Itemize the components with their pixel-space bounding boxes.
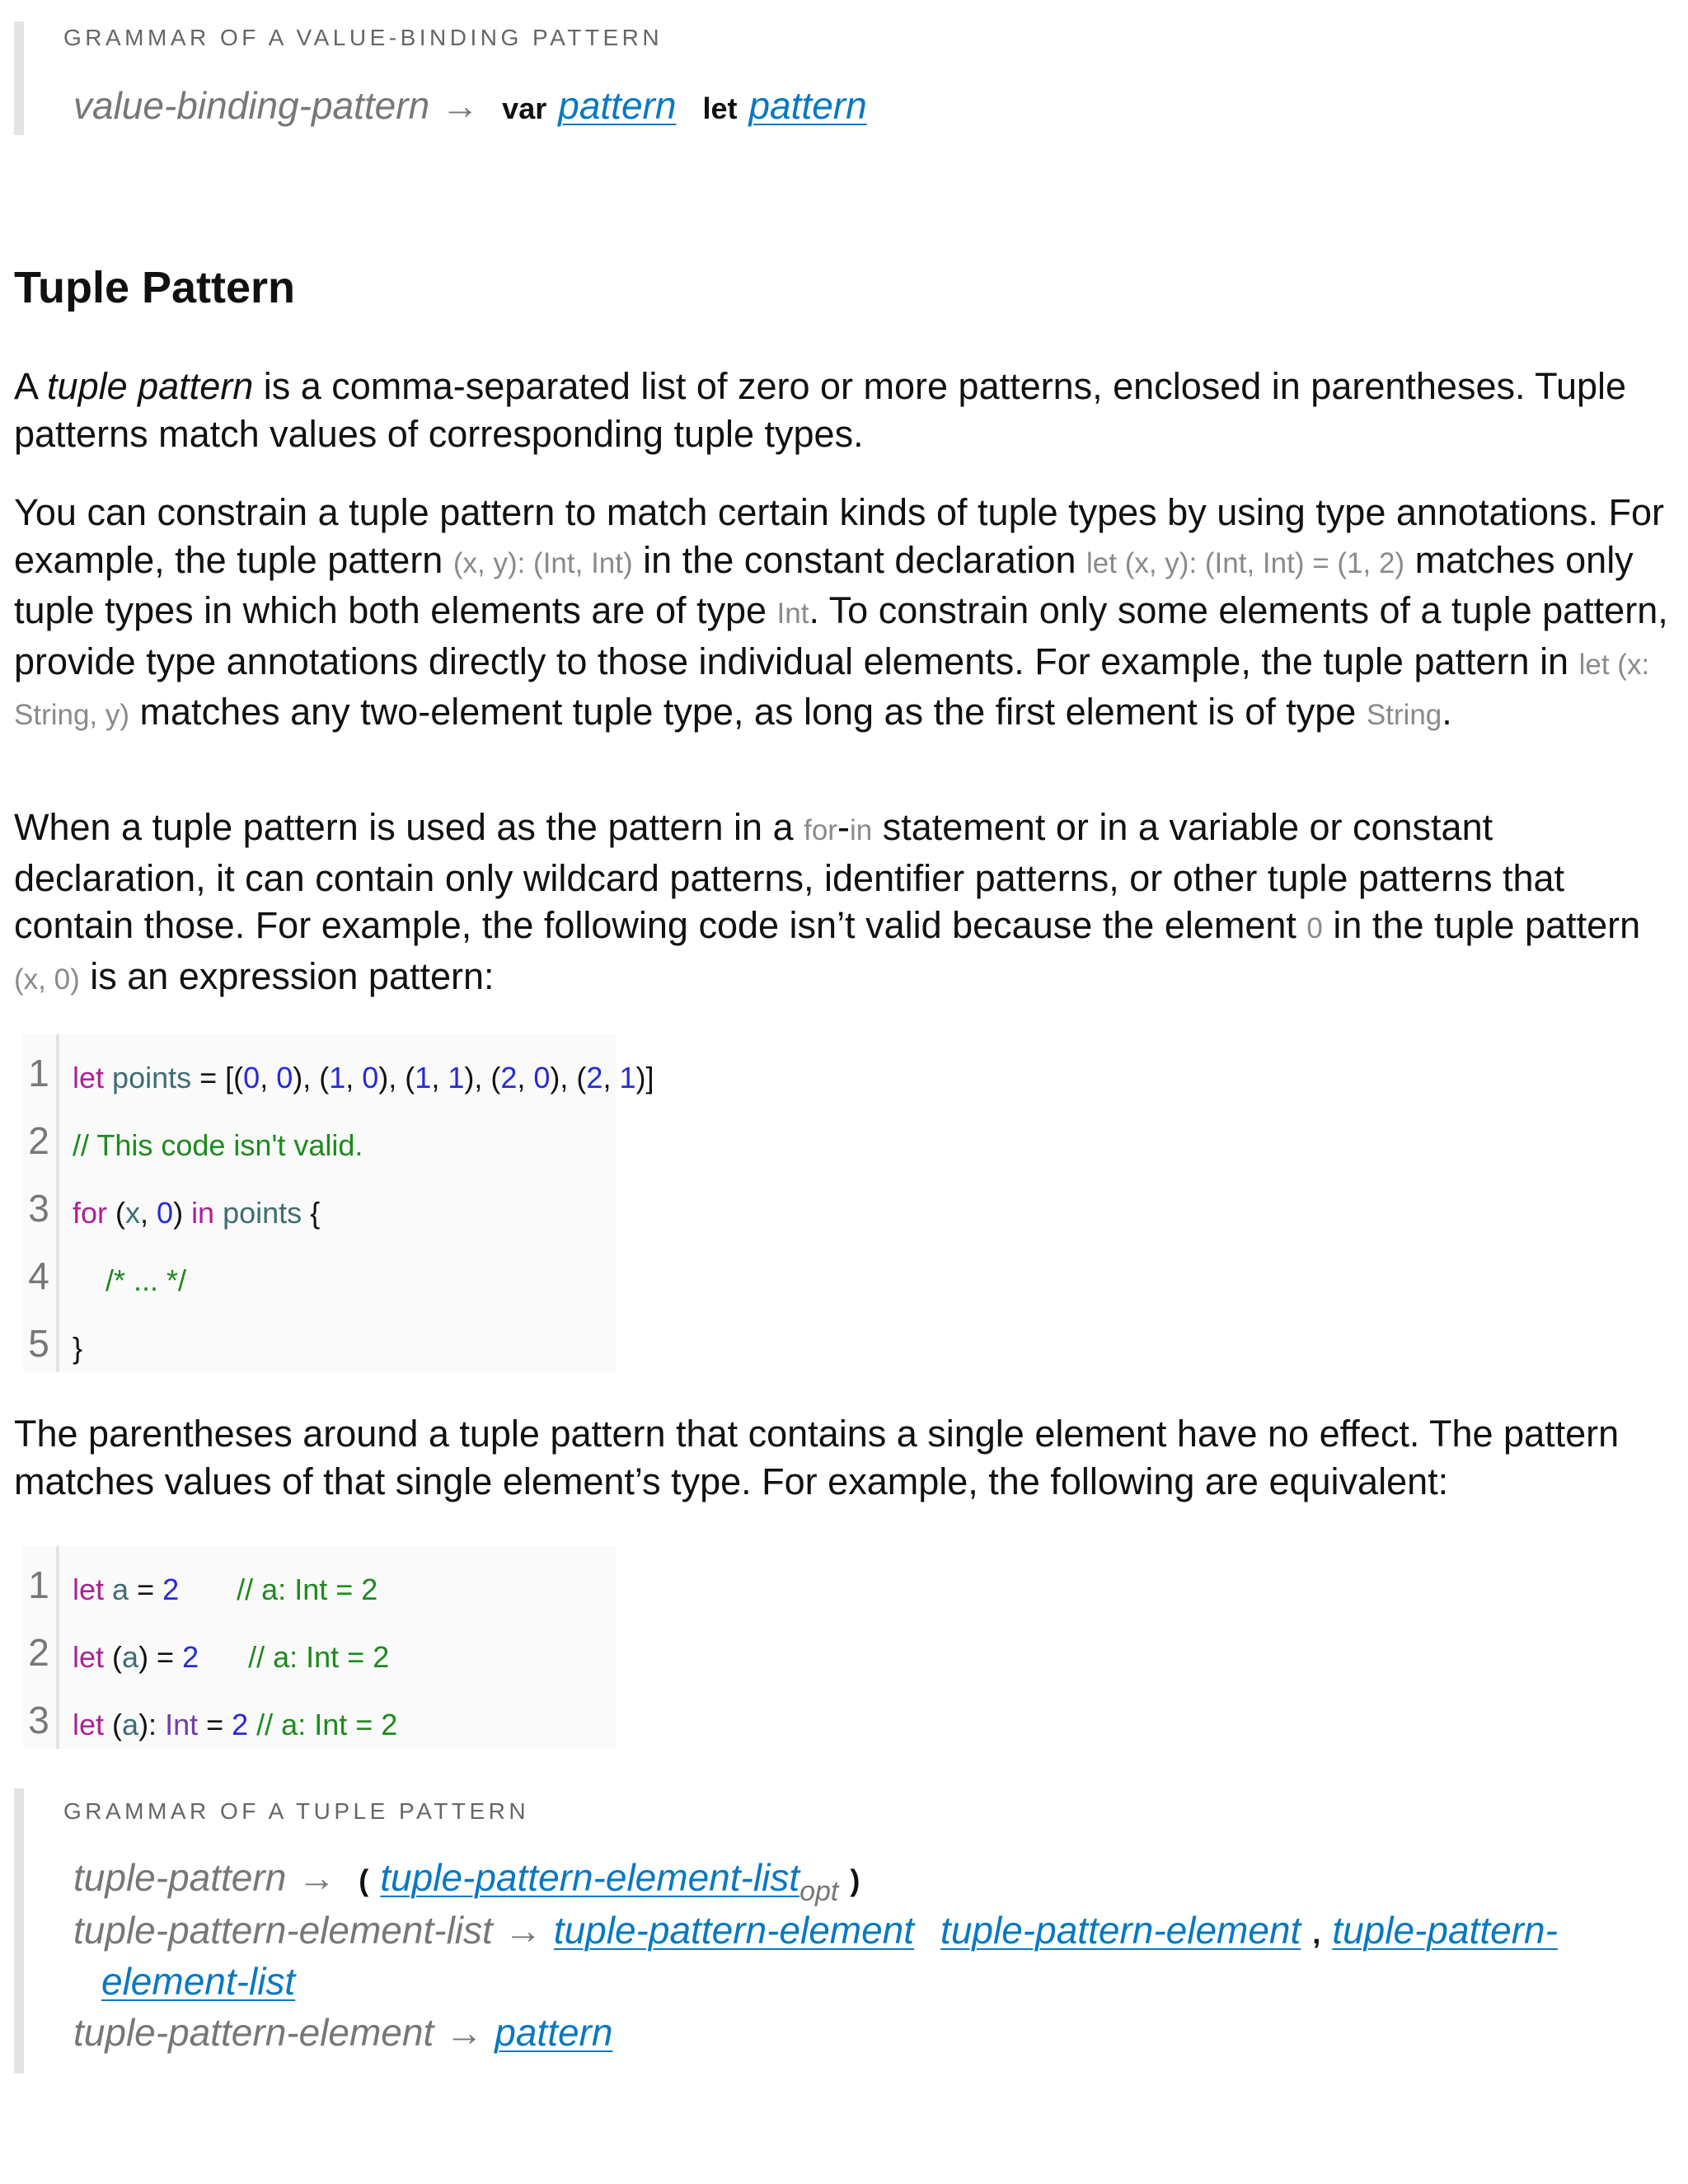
grammar-link-tuple-pattern-element[interactable]: tuple-pattern-element — [553, 1909, 915, 1952]
line-number: 1 — [28, 1563, 49, 1606]
code-number: 0 — [533, 1061, 551, 1094]
text: You can constrain a tuple pattern to match certain kinds of tuple types by using type annotations. For example, the tuple pattern — [14, 491, 1665, 581]
paragraph — [14, 489, 1671, 739]
code-punct: = — [129, 1572, 163, 1606]
code-keyword: in — [191, 1196, 215, 1230]
code-number: 2 — [586, 1061, 603, 1094]
inline-code: in — [849, 814, 873, 846]
code-punct: , — [140, 1196, 157, 1230]
code-comment: /* ... */ — [73, 1263, 187, 1297]
grammar-production — [73, 79, 867, 135]
code-number: 0 — [276, 1061, 293, 1094]
text: in the tuple pattern — [1322, 904, 1641, 946]
text: When a tuple pattern is used as the pattern in a — [14, 806, 804, 848]
inline-code: 0 — [1306, 912, 1323, 944]
grammar-rule-name: tuple-pattern-element-list — [73, 1909, 493, 1952]
paragraph: The parentheses around a tuple pattern that contains a single element have no effect. The pattern matches values of that single element’s type. For example, the following are equivalent: — [14, 1413, 1620, 1502]
grammar-rule-name: tuple-pattern-element — [73, 2011, 434, 2054]
paragraph — [14, 363, 1671, 457]
arrow-icon: → — [298, 1856, 336, 1899]
line-number: 3 — [28, 1187, 49, 1230]
code-identifier: a — [112, 1572, 129, 1606]
code-gutter — [56, 1614, 59, 1681]
code-space — [248, 1708, 256, 1741]
grammar-opt: opt — [799, 1876, 839, 1907]
grammar-production — [73, 2006, 612, 2059]
code-keyword: let — [73, 1572, 105, 1606]
code-punct: ) — [173, 1196, 192, 1230]
text: is an expression pattern: — [79, 954, 495, 997]
code-space — [199, 1640, 248, 1674]
inline-code: (x, 0) — [14, 963, 80, 996]
code-number: 1 — [448, 1061, 465, 1094]
inline-code: Int — [776, 598, 809, 630]
code-block — [23, 1034, 654, 1372]
code-punct: = — [198, 1708, 232, 1741]
code-gutter — [56, 1034, 59, 1102]
code-gutter — [56, 1305, 59, 1372]
code-punct: ): — [138, 1708, 166, 1741]
grammar-paren-open: ( — [359, 1863, 369, 1897]
code-number: 2 — [500, 1061, 518, 1094]
code-text — [73, 1640, 389, 1675]
code-number: 2 — [232, 1708, 249, 1741]
code-space — [179, 1572, 237, 1606]
code-comment: // This code isn't valid. — [73, 1128, 363, 1162]
keyword-let: let — [702, 91, 738, 125]
grammar-box-value-binding — [14, 21, 867, 135]
text: in the constant declaration — [632, 538, 1086, 581]
grammar-link-pattern[interactable]: pattern — [495, 2011, 613, 2054]
code-keyword: for — [73, 1196, 108, 1230]
code-text: } — [73, 1331, 83, 1365]
text: - — [837, 806, 850, 848]
grammar-production — [73, 1904, 1558, 1960]
code-number: 2 — [182, 1640, 199, 1674]
code-text — [73, 1196, 320, 1230]
code-punct: ), ( — [550, 1061, 587, 1094]
inline-code: let (x: String, y) — [14, 648, 1650, 731]
code-number: 0 — [362, 1061, 379, 1094]
inline-code: let (x, y): (Int, Int) = (1, 2) — [1086, 546, 1405, 579]
code-number: 1 — [619, 1061, 636, 1094]
code-space — [104, 1572, 112, 1606]
code-punct: , — [345, 1061, 363, 1094]
line-number: 2 — [28, 1631, 49, 1674]
code-punct: , — [603, 1061, 620, 1094]
grammar-production-continuation — [101, 1955, 295, 2008]
grammar-comma: , — [1312, 1916, 1321, 1950]
grammar-link-tuple-pattern-element-list[interactable]: tuple-pattern-element-list — [380, 1856, 800, 1899]
code-line — [23, 1169, 617, 1237]
grammar-link-pattern[interactable]: pattern — [748, 84, 867, 127]
grammar-link-tuple-pattern-element-list[interactable]: element-list — [101, 1960, 296, 2003]
text: . To constrain only some elements of a tuple pattern, provide type annotations directly to those individual elements. For example, the tuple pattern in — [14, 589, 1668, 682]
code-punct: ( — [104, 1708, 123, 1741]
code-keyword: let — [73, 1640, 105, 1674]
code-punct: )] — [635, 1061, 654, 1094]
code-punct: ( — [104, 1640, 123, 1674]
code-punct: ), ( — [293, 1061, 330, 1094]
code-punct: ( — [107, 1196, 126, 1230]
code-text — [73, 1708, 397, 1742]
code-number: 0 — [157, 1196, 174, 1230]
code-identifier: a — [122, 1708, 139, 1741]
code-comment: // a: Int = 2 — [237, 1572, 378, 1606]
inline-code: (x, y): (Int, Int) — [452, 546, 633, 579]
code-number: 1 — [415, 1061, 432, 1094]
code-punct: , — [260, 1061, 277, 1094]
code-identifier: x — [125, 1196, 141, 1230]
code-gutter — [56, 1546, 59, 1614]
code-punct: ), ( — [378, 1061, 415, 1094]
code-line — [23, 1614, 617, 1681]
arrow-icon: → — [445, 2011, 484, 2054]
arrow-icon: → — [504, 1909, 542, 1952]
grammar-link-tuple-pattern-element[interactable]: tuple-pattern-element — [940, 1909, 1301, 1952]
code-punct: ), ( — [464, 1061, 501, 1094]
code-keyword: let — [73, 1061, 105, 1094]
code-punct: ) = — [138, 1640, 183, 1674]
code-line — [23, 1102, 617, 1169]
term-emphasis: tuple pattern — [47, 365, 254, 407]
code-identifier: points — [112, 1061, 192, 1094]
code-punct: { — [302, 1196, 321, 1230]
grammar-box-tuple-pattern — [14, 1788, 1558, 2074]
text: matches only tuple types in which both elements are of type — [14, 538, 1634, 631]
code-space — [214, 1196, 223, 1230]
code-number: 2 — [162, 1572, 180, 1606]
code-text — [73, 1061, 654, 1095]
text: matches any two-element tuple type, as long as the first element is of type — [129, 691, 1367, 733]
grammar-link-pattern[interactable]: pattern — [558, 84, 677, 127]
code-line — [23, 1034, 654, 1102]
code-text — [73, 1572, 377, 1607]
code-comment: // a: Int = 2 — [248, 1640, 390, 1674]
code-gutter — [56, 1237, 59, 1305]
code-line — [23, 1681, 617, 1749]
text: statement or in a variable or constant declaration, it can contain only wildcard patterns, identifier patterns, or other tuple patterns that contain those. For example, the following code isn’t valid because the element — [14, 806, 1565, 946]
line-number: 4 — [28, 1254, 49, 1297]
code-comment: // a: Int = 2 — [256, 1708, 398, 1741]
code-punct: = [( — [191, 1061, 244, 1094]
code-line — [23, 1546, 617, 1614]
paragraph — [14, 804, 1671, 1003]
code-punct: , — [517, 1061, 534, 1094]
arrow-icon: → — [441, 84, 480, 127]
code-block — [23, 1546, 617, 1749]
inline-code: String — [1366, 699, 1442, 731]
grammar-paren-close: ) — [850, 1863, 860, 1897]
text: A — [14, 365, 48, 407]
code-line — [23, 1237, 617, 1305]
line-number: 2 — [28, 1119, 49, 1162]
inline-code: for — [804, 814, 837, 846]
code-number: 1 — [329, 1061, 346, 1094]
text: . — [1442, 691, 1452, 733]
code-type: Int — [165, 1708, 199, 1741]
code-gutter — [56, 1681, 59, 1749]
code-keyword: let — [73, 1708, 105, 1741]
code-line — [23, 1305, 617, 1372]
line-number: 5 — [28, 1322, 49, 1365]
code-identifier: a — [122, 1640, 139, 1674]
section-heading: Tuple Pattern — [14, 263, 296, 312]
text: is a comma-separated list of zero or more patterns, enclosed in parentheses. Tuple patterns match values of corresponding tuple types. — [14, 365, 1627, 455]
code-gutter — [56, 1169, 59, 1237]
keyword-var: var — [502, 91, 547, 125]
grammar-title: GRAMMAR OF A VALUE-BINDING PATTERN — [63, 25, 663, 50]
code-punct: , — [431, 1061, 448, 1094]
code-identifier: points — [223, 1196, 302, 1230]
code-gutter — [56, 1102, 59, 1169]
code-number: 0 — [243, 1061, 260, 1094]
code-space — [104, 1061, 112, 1094]
line-number: 1 — [28, 1052, 49, 1094]
grammar-rule-name: value-binding-pattern — [73, 84, 430, 127]
grammar-link-tuple-pattern-element-list[interactable]: tuple-pattern- — [1332, 1909, 1558, 1952]
line-number: 3 — [28, 1699, 49, 1741]
grammar-title: GRAMMAR OF A TUPLE PATTERN — [63, 1798, 530, 1824]
grammar-rule-name: tuple-pattern — [73, 1856, 287, 1899]
